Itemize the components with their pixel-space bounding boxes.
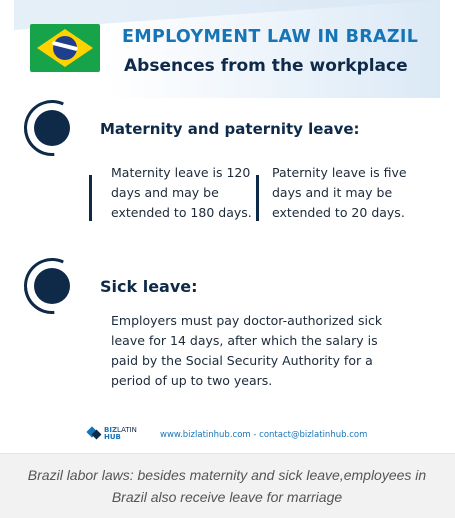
brand-name [104,427,137,441]
section-bullet-icon [24,100,80,156]
section-bullet-icon [24,258,80,314]
page-title: EMPLOYMENT LAW IN BRAZIL [122,27,419,47]
brand-mid: LATIN [117,426,137,434]
brazil-flag-icon [30,24,100,72]
section-title-maternity: Maternity and paternity leave: [100,120,360,138]
image-caption: Brazil labor laws: besides maternity and sick leave,employees in Brazil also receive leave for marriage [27,467,427,505]
sick-leave-text: Employers must pay doctor-authorized sick leave for 14 days, after which the salary is paid by the Social Security Authority for a period of up to two years. [111,313,383,388]
bullet-dot [34,268,70,304]
maternity-leave-text: Maternity leave is 120 days and may be extended to 180 days. [111,165,252,220]
caption-box [0,453,455,518]
bizlatinhub-logo-icon [88,426,102,440]
brand-bottom: HUB [104,433,121,441]
paternity-leave-text: Paternity leave is five days and it may be extended to 20 days. [272,165,407,220]
contact-info: www.bizlatinhub.com - contact@bizlatinhub.com [160,430,368,440]
column-divider-right [256,175,259,221]
section-title-sick-leave: Sick leave: [100,277,198,296]
bullet-dot [34,110,70,146]
infographic-card [14,0,440,453]
logo-diamond-navy [92,430,102,440]
column-divider-left [89,175,92,221]
brand-top: BIZ [104,426,118,434]
page-subtitle: Absences from the workplace [124,56,408,76]
